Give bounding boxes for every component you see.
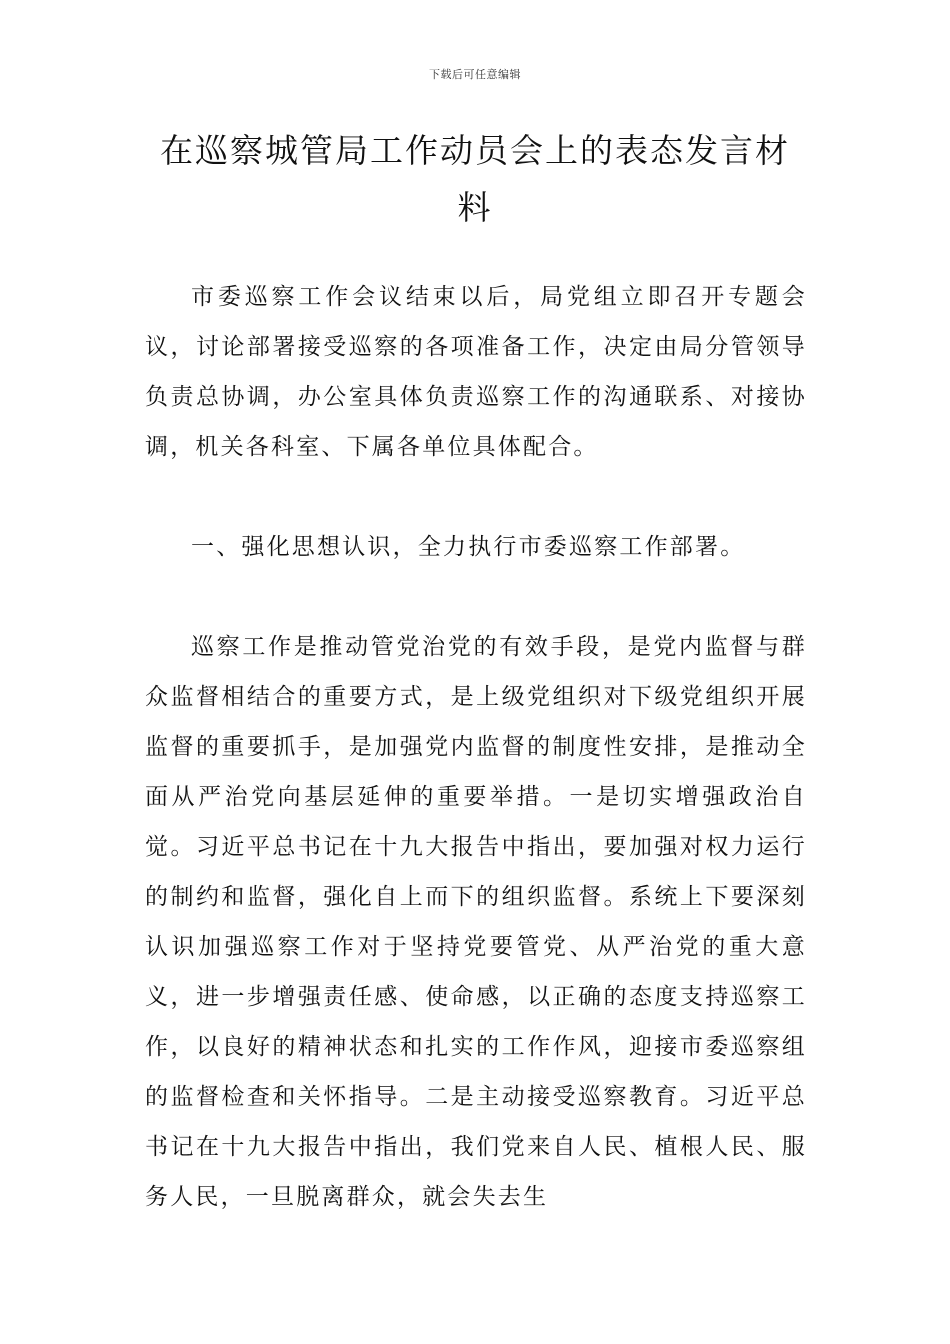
paragraph-intro: 市委巡察工作会议结束以后，局党组立即召开专题会议，讨论部署接受巡察的各项准备工作，决定由局分管领导负责总协调，办公室具体负责巡察工作的沟通联系、对接协调，机关各科室、下属各单位具体配合。 <box>145 284 807 460</box>
document-title: 在巡察城管局工作动员会上的表态发言材料 <box>160 131 790 227</box>
section-heading-1: 一、强化思想认识，全力执行市委巡察工作部署。 <box>191 534 746 560</box>
header-note: 下载后可任意编辑 <box>429 68 521 81</box>
paragraph-section-1: 巡察工作是推动管党治党的有效手段，是党内监督与群众监督相结合的重要方式，是上级党组织对下级党组织开展监督的重要抓手，是加强党内监督的制度性安排，是推动全面从严治党向基层延伸的重要举措。一是切实增强政治自觉。习近平总书记在十九大报告中指出，要加强对权力运行的制约和监督，强化自上而下的组织监督。系统上下要深刻认识加强巡察工作对于坚持党要管党、从严治党的重大意义，进一步增强责任感、使命感，以正确的态度支持巡察工作，以良好的精神状态和扎实的工作作风，迎接市委巡察组的监督检查和关怀指导。二是主动接受巡察教育。习近平总书记在十九大报告中指出，我们党来自人民、植根人民、服务人民，一旦脱离群众，就会失去生 <box>145 634 807 1210</box>
